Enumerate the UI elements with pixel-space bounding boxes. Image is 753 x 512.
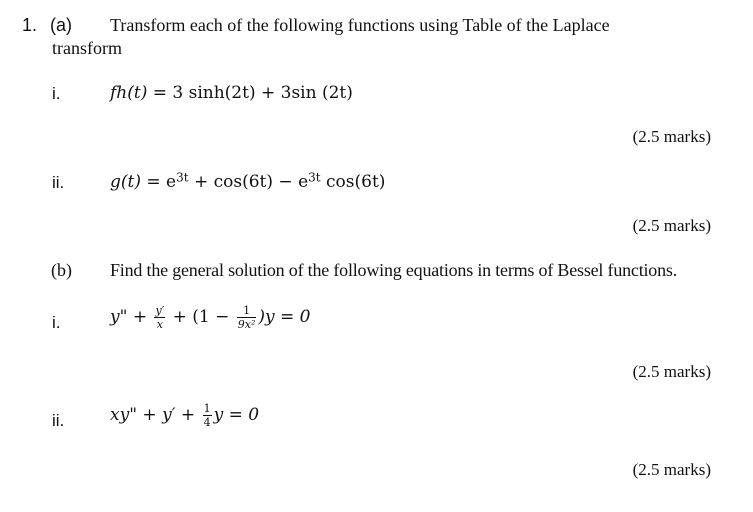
equation-part: cos(6t)	[320, 172, 386, 192]
equation-part: xy" + y′ +	[110, 405, 201, 425]
fraction-numerator: 1	[203, 402, 211, 415]
part-a-item-2-equation	[110, 172, 385, 192]
equation-part: + (1 −	[167, 307, 235, 327]
equation-part: )y = 0	[258, 307, 311, 327]
exponent: 3t	[176, 170, 189, 185]
fraction	[203, 403, 212, 428]
part-b-item-2-equation	[110, 403, 259, 428]
equation-part: y = 0	[213, 405, 260, 425]
equation-part: = e	[140, 172, 177, 192]
part-b-label: (b)	[51, 260, 72, 280]
fraction-numerator: y′	[155, 304, 165, 317]
part-b-item-2-label: ii.	[52, 411, 65, 430]
part-a-item-1-equation	[110, 83, 353, 103]
part-a-label: (a)	[50, 15, 72, 35]
equation-lhs: fh(t)	[110, 83, 148, 103]
part-a-instruction-line2: transform	[52, 38, 122, 58]
part-a-item-1-label: i.	[52, 84, 61, 103]
fraction-numerator: 1	[237, 305, 257, 318]
part-a-item-2-marks: (2.5 marks)	[632, 216, 711, 235]
fraction	[154, 305, 165, 330]
part-b-item-1-label: i.	[52, 313, 61, 332]
part-b-item-1-equation	[110, 305, 311, 330]
part-b-item-1-marks: (2.5 marks)	[632, 362, 711, 381]
question-number: 1.	[22, 15, 38, 35]
equation-lhs: g(t)	[110, 172, 141, 192]
fraction	[237, 305, 257, 330]
part-a-instruction-line1: Transform each of the following functions using Table of the Laplace	[110, 15, 610, 35]
part-a-item-2-label: ii.	[52, 173, 65, 192]
fraction-denominator: 9x²	[237, 318, 256, 331]
equation-part: y" +	[110, 307, 153, 327]
exponent: 3t	[308, 170, 321, 185]
part-b-instruction: Find the general solution of the following equations in terms of Bessel functions.	[110, 260, 678, 280]
fraction-denominator: x	[156, 318, 163, 331]
part-a-item-1-marks: (2.5 marks)	[632, 127, 711, 146]
equation-rhs: = 3 sinh(2t) + 3sin (2t)	[147, 83, 353, 103]
equation-part: + cos(6t) − e	[188, 172, 309, 192]
part-b-item-2-marks: (2.5 marks)	[632, 460, 711, 479]
fraction-denominator: 4	[203, 416, 211, 429]
